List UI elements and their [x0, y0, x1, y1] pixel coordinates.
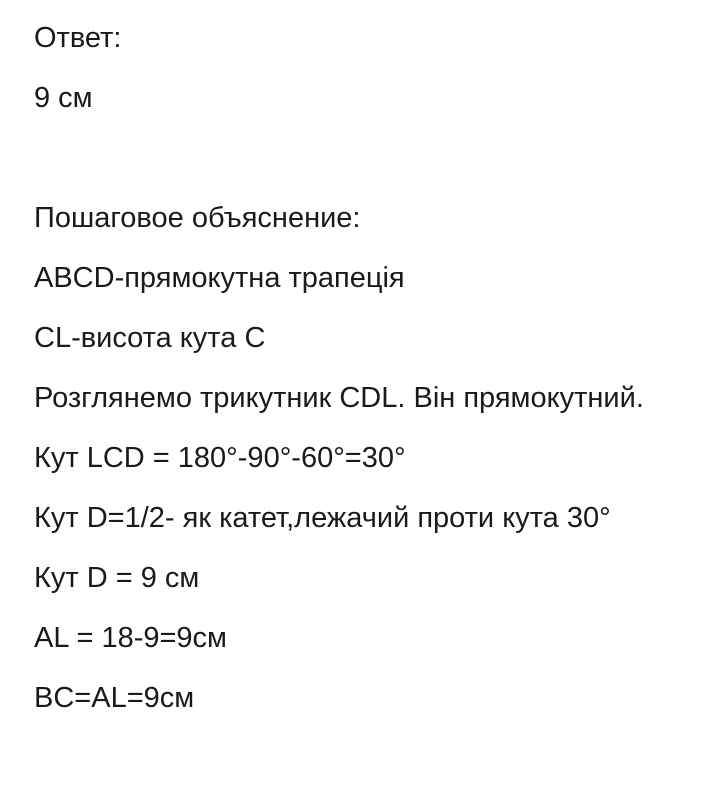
- explanation-line: AL = 18-9=9см: [34, 622, 227, 654]
- explanation-line: Розглянемо трикутник CDL. Він прямокутний.: [34, 382, 644, 414]
- explanation-line: CL-висота кута C: [34, 322, 266, 354]
- explanation-line: Кут D=1/2- як катет,лежачий проти кута 30°: [34, 502, 611, 534]
- explanation-line: BC=AL=9см: [34, 682, 195, 714]
- answer-label: Ответ:: [34, 22, 122, 54]
- answer-value: 9 см: [34, 82, 93, 114]
- explanation-line: Кут D = 9 см: [34, 562, 200, 594]
- explanation-heading: Пошаговое объяснение:: [34, 202, 361, 234]
- explanation-line: ABCD-прямокутна трапеція: [34, 262, 405, 294]
- explanation-line: Кут LCD = 180°-90°-60°=30°: [34, 442, 406, 474]
